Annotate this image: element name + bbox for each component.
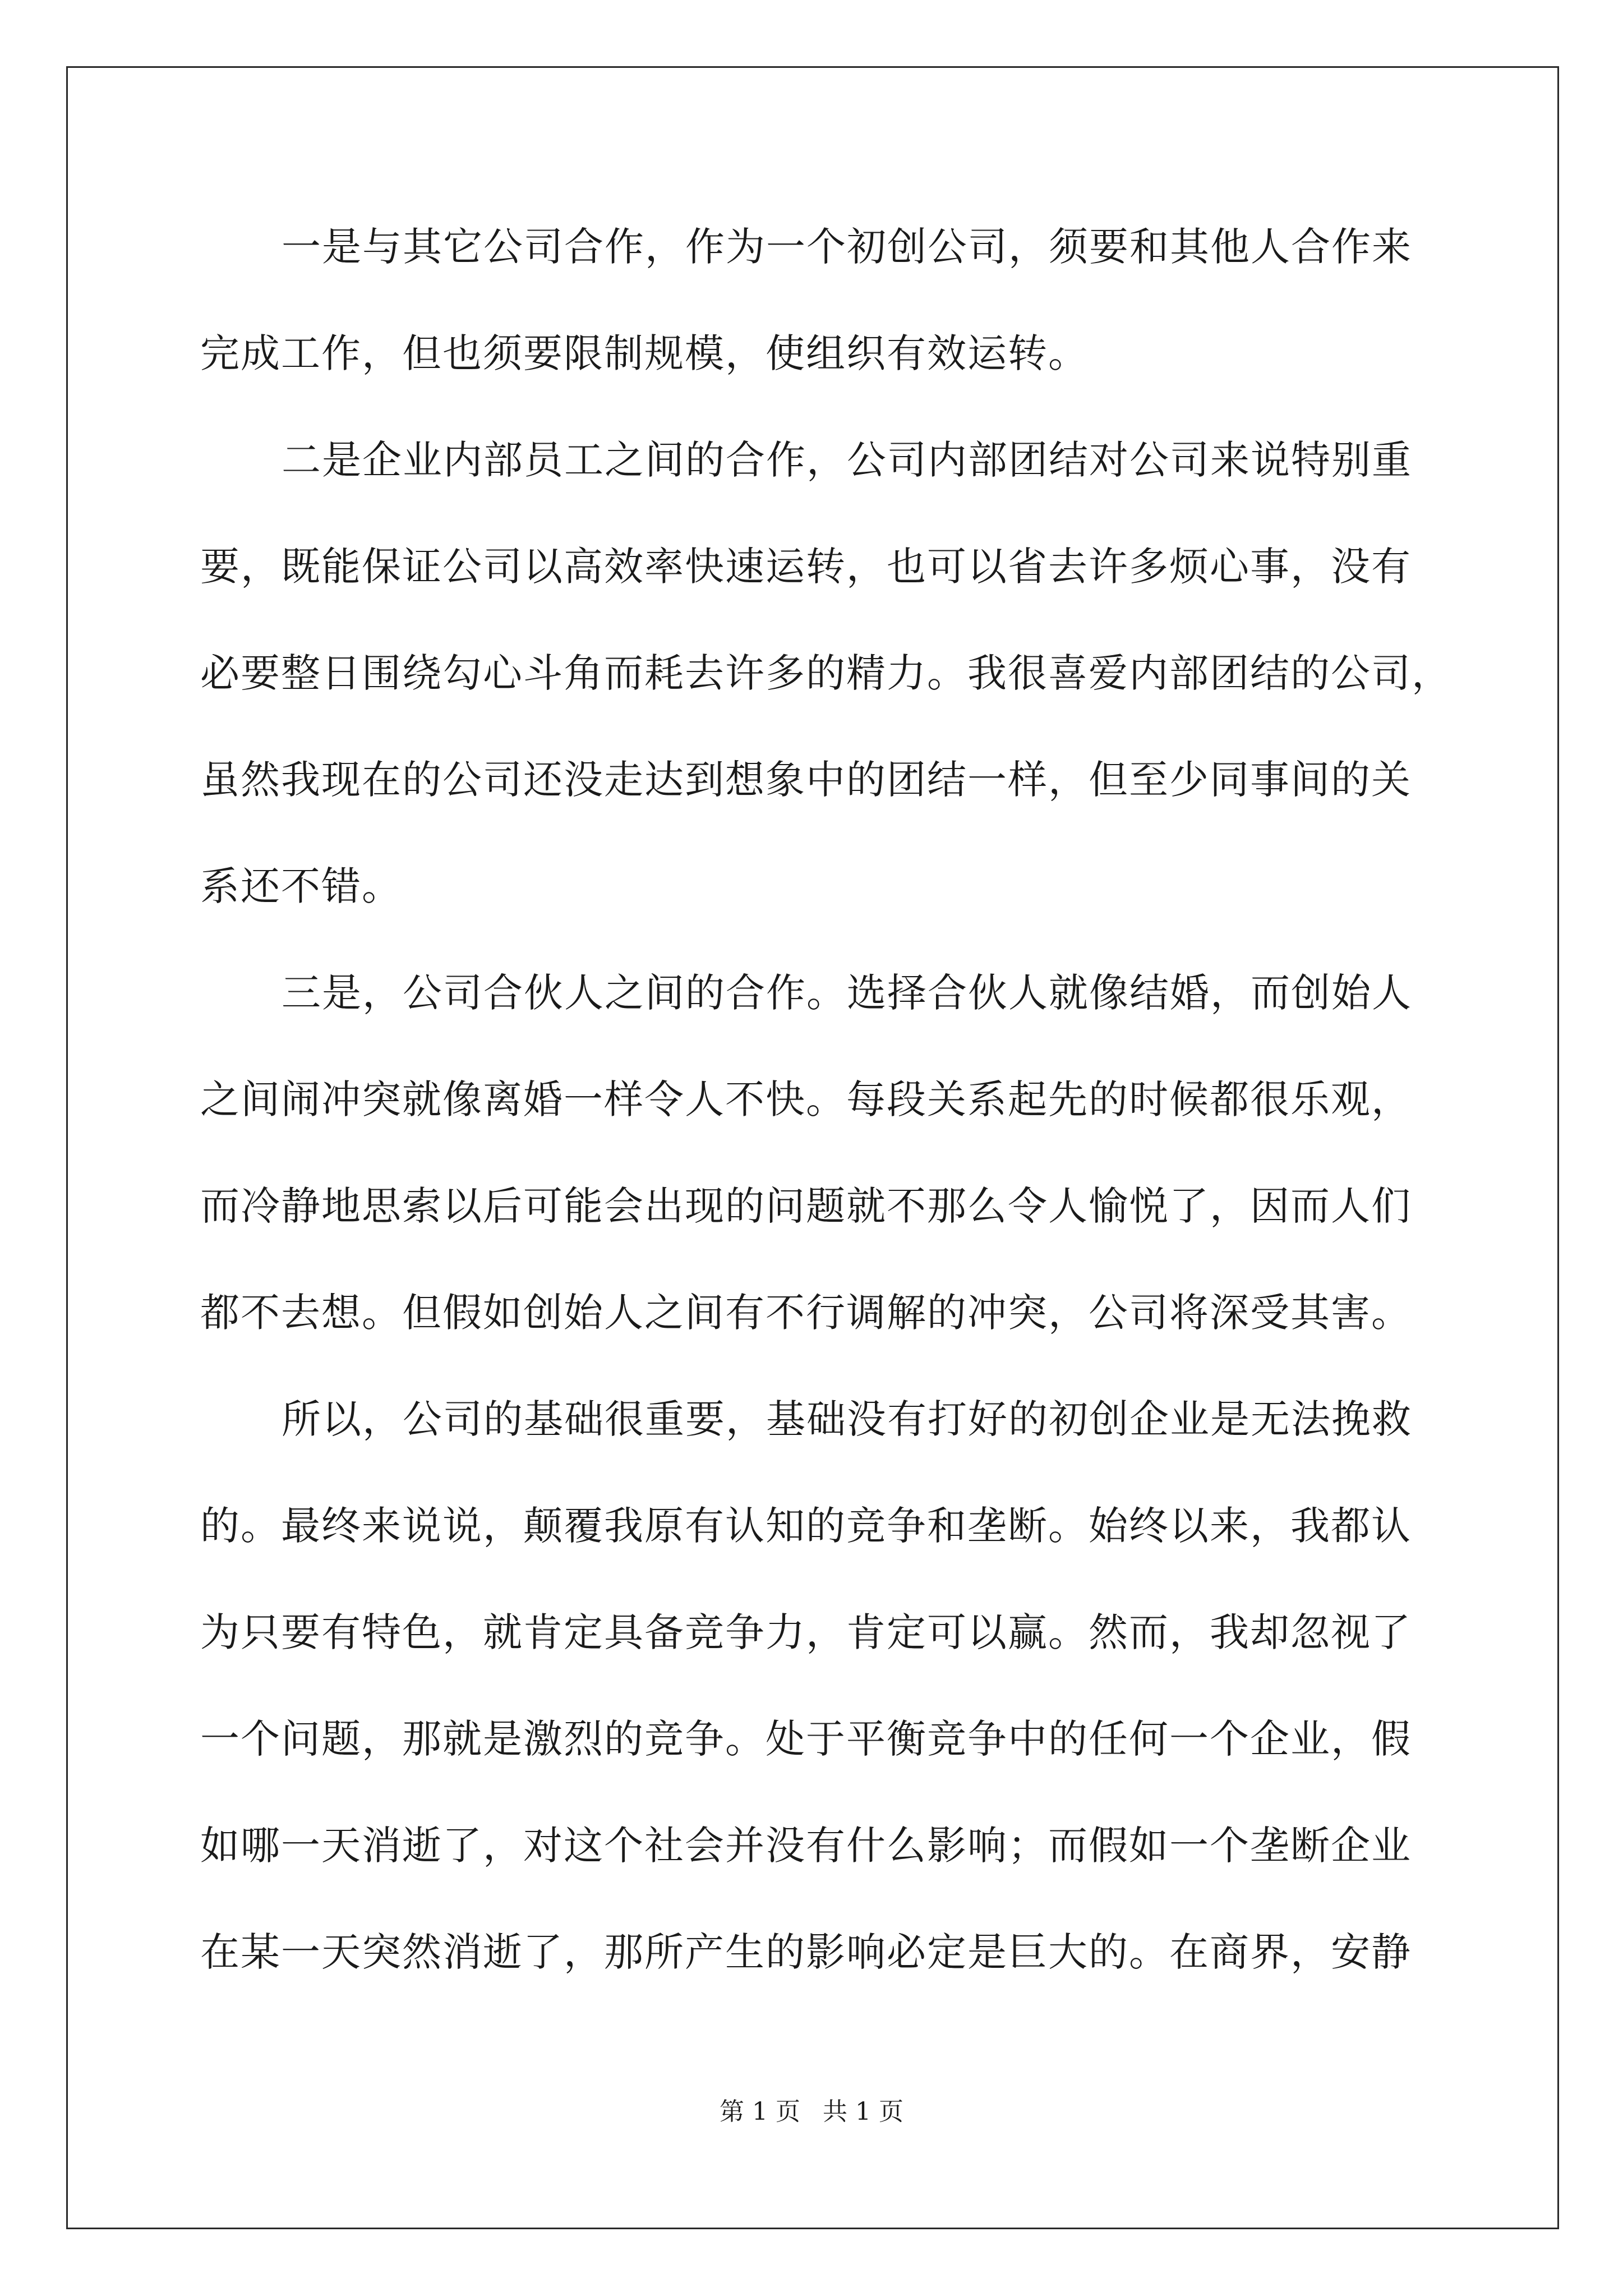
page-number-label: 第 1 页 [720, 2097, 800, 2126]
paragraph-4-line-1: 所以，公司的基础很重要，基础没有打好的初创企业是无法挽救 [282, 1396, 1412, 1442]
paragraph-3-line-3: 而冷静地思索以后可能会出现的问题就不那么令人愉悦了，因而人们 [200, 1183, 1412, 1229]
paragraph-3-line-4: 都不去想。但假如创始人之间有不行调解的冲突，公司将深受其害。 [200, 1290, 1412, 1336]
paragraph-3-line-1: 三是，公司合伙人之间的合作。选择合伙人就像结婚，而创始人 [282, 970, 1412, 1016]
page-border [66, 66, 1559, 2229]
page-total-label: 共 1 页 [823, 2097, 903, 2126]
paragraph-3-line-2: 之间闹冲突就像离婚一样令人不快。每段关系起先的时候都很乐观， [200, 1076, 1412, 1122]
page-footer [0, 2095, 1623, 2129]
paragraph-4-line-5: 如哪一天消逝了，对这个社会并没有什么影响；而假如一个垄断企业 [200, 1823, 1412, 1869]
paragraph-4-line-2: 的。最终来说说，颠覆我原有认知的竞争和垄断。始终以来，我都认 [200, 1503, 1412, 1549]
paragraph-4-line-3: 为只要有特色，就肯定具备竞争力，肯定可以赢。然而，我却忽视了 [200, 1609, 1412, 1655]
paragraph-2-line-2: 要，既能保证公司以高效率快速运转，也可以省去许多烦心事，没有 [200, 544, 1412, 590]
paragraph-4-line-4: 一个问题，那就是激烈的竞争。处于平衡竞争中的任何一个企业，假 [200, 1716, 1412, 1762]
paragraph-1-line-2: 完成工作，但也须要限制规模，使组织有效运转。 [200, 330, 1089, 376]
paragraph-2-line-1: 二是企业内部员工之间的合作，公司内部团结对公司来说特别重 [282, 437, 1412, 483]
paragraph-1-line-1: 一是与其它公司合作，作为一个初创公司，须要和其他人合作来 [282, 224, 1412, 270]
paragraph-2-line-5: 系还不错。 [200, 863, 402, 909]
paragraph-2-line-4: 虽然我现在的公司还没走达到想象中的团结一样，但至少同事间的关 [200, 757, 1412, 803]
paragraph-2-line-3: 必要整日围绕勾心斗角而耗去许多的精力。我很喜爱内部团结的公司， [200, 650, 1452, 696]
paragraph-4-line-6: 在某一天突然消逝了，那所产生的影响必定是巨大的。在商界，安静 [200, 1929, 1412, 1975]
